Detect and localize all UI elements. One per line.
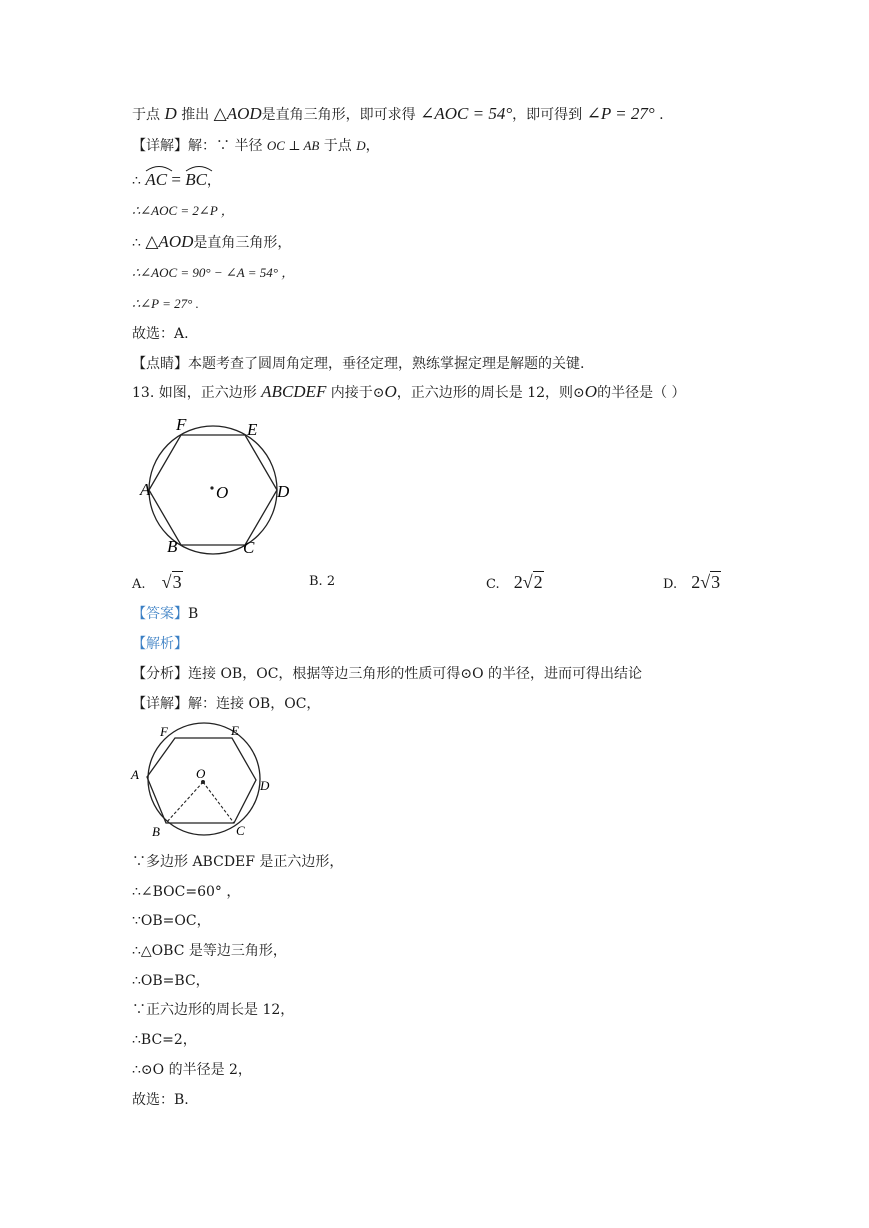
math-angle-aoc: ∠AOC = 54° bbox=[420, 104, 513, 123]
label-c: C bbox=[243, 538, 255, 557]
math-point-d: D bbox=[356, 138, 366, 153]
text: 是直角三角形， bbox=[193, 235, 292, 251]
arc-mark bbox=[185, 164, 213, 172]
solution-line-7 bbox=[132, 294, 199, 314]
text: 推出 bbox=[181, 107, 210, 123]
therefore-symbol: ∴ bbox=[132, 235, 146, 251]
text: 内接于⊙ bbox=[330, 385, 385, 401]
segment-ob bbox=[166, 782, 203, 823]
two-sqrt-2: 2√2 bbox=[513, 572, 543, 592]
math-hexagon-name: ABCDEF bbox=[261, 382, 327, 401]
math-triangle-aod: △AOD bbox=[213, 104, 262, 123]
math-angle-p: ∠P = 27° bbox=[586, 104, 655, 123]
label-e: E bbox=[231, 723, 239, 738]
solution-line-6 bbox=[132, 263, 294, 283]
label-d: D bbox=[277, 482, 290, 501]
solution-line-2 bbox=[132, 136, 380, 156]
therefore-symbol: ∴ bbox=[132, 173, 146, 189]
label-c: C bbox=[236, 823, 245, 838]
center-point bbox=[210, 486, 213, 489]
step-line: 故选：B. bbox=[132, 1092, 189, 1108]
text: 的半径是（ ） bbox=[597, 385, 686, 401]
analysis-line: 【分析】连接 OB，OC，根据等边三角形的性质可得⊙O 的半径，进而可得出结论 bbox=[132, 666, 643, 682]
solution-line-8: 故选：A. bbox=[132, 326, 189, 342]
math-angle-p-27: ∴∠P = 27° . bbox=[132, 296, 199, 311]
option-label: C. bbox=[486, 577, 500, 592]
step-line: ∴∠BOC=60° ， bbox=[132, 884, 241, 900]
math-circle-o: O bbox=[384, 382, 397, 401]
option-label: D. bbox=[663, 577, 678, 592]
circle-o bbox=[149, 426, 277, 554]
solution-line-3 bbox=[132, 170, 221, 191]
label-o: O bbox=[196, 766, 206, 781]
text: ， bbox=[206, 173, 221, 189]
radicand: 3 bbox=[172, 572, 182, 592]
text: ，即可得到 bbox=[512, 107, 583, 123]
option-label: A. bbox=[132, 577, 146, 592]
tip-line: 【点睛】本题考查了圆周角定理，垂径定理，熟练掌握定理是解题的关键. bbox=[132, 356, 585, 372]
step-line: ∴△OBC 是等边三角形， bbox=[132, 943, 287, 959]
math-circle-o: O bbox=[584, 382, 598, 401]
step-line: ∵多边形 ABCDEF 是正六边形， bbox=[132, 854, 344, 870]
text: 于点 bbox=[132, 107, 160, 123]
text: 是直角三角形，即可求得 bbox=[261, 107, 416, 123]
option-c bbox=[486, 572, 544, 595]
sqrt-3: √3 bbox=[161, 572, 182, 592]
solution-line-4 bbox=[132, 201, 234, 222]
step-line: ∴BC=2， bbox=[132, 1032, 197, 1048]
answer-line bbox=[132, 604, 198, 624]
text: . bbox=[659, 107, 664, 123]
step-line: ∵正六边形的周长是 12， bbox=[132, 1002, 295, 1018]
solution-line-1 bbox=[132, 104, 664, 125]
analysis-tag: 【解析】 bbox=[132, 636, 188, 652]
coefficient: 2 bbox=[691, 572, 701, 592]
step-line: ∴OB=BC， bbox=[132, 973, 210, 989]
hexagon-figure-2 bbox=[130, 717, 280, 842]
coefficient: 2 bbox=[513, 572, 523, 592]
arc-bc bbox=[185, 170, 207, 190]
text: ， bbox=[365, 138, 380, 154]
radicand: 3 bbox=[711, 572, 721, 592]
option-b: B. 2 bbox=[309, 574, 336, 589]
math-oc-perp-ab: OC ⊥ AB bbox=[266, 138, 320, 153]
text: 于点 bbox=[323, 138, 352, 154]
text: 【详解】解：∵ 半径 bbox=[132, 138, 263, 154]
two-sqrt-3: 2√3 bbox=[691, 572, 721, 592]
math-triangle-aod: △AOD bbox=[145, 232, 194, 251]
label-a: A bbox=[131, 767, 139, 782]
answer-tag: 【答案】 bbox=[132, 606, 188, 622]
step-line: ∴⊙O 的半径是 2， bbox=[132, 1062, 252, 1078]
solution-line-5 bbox=[132, 232, 291, 253]
label-d: D bbox=[260, 778, 270, 793]
label-b: B bbox=[152, 824, 160, 839]
detail-intro: 【详解】解：连接 OB，OC， bbox=[132, 696, 321, 712]
hexagon bbox=[149, 435, 277, 545]
step-line: ∵OB=OC， bbox=[132, 913, 211, 929]
arc-ac bbox=[145, 170, 167, 190]
option-a bbox=[132, 572, 183, 595]
text: 13. 如图，正六边形 bbox=[132, 385, 257, 401]
segment-oc bbox=[203, 782, 234, 823]
answer-value: B bbox=[188, 606, 199, 622]
label-f: F bbox=[160, 724, 168, 739]
math-point-d: D bbox=[164, 104, 177, 123]
hexagon-figure-1 bbox=[132, 410, 302, 560]
question-13 bbox=[132, 382, 686, 403]
equals: = bbox=[167, 170, 186, 189]
text: ，正六边形的周长是 12，则⊙ bbox=[396, 385, 585, 401]
arc-ac-label: AC bbox=[145, 170, 168, 189]
option-d bbox=[663, 572, 721, 595]
math-angle-aoc-54: ∴∠AOC = 90° − ∠A = 54° ， bbox=[132, 265, 295, 280]
label-b: B bbox=[167, 537, 178, 556]
label-e: E bbox=[247, 420, 258, 439]
arc-mark bbox=[145, 164, 173, 172]
math-angle-aoc-2p: ∴∠AOC = 2∠P ， bbox=[132, 203, 234, 218]
radicand: 2 bbox=[533, 572, 543, 592]
label-a: A bbox=[140, 480, 151, 499]
arc-bc-label: BC bbox=[185, 170, 207, 189]
label-o: O bbox=[216, 483, 229, 502]
label-f: F bbox=[176, 415, 187, 434]
